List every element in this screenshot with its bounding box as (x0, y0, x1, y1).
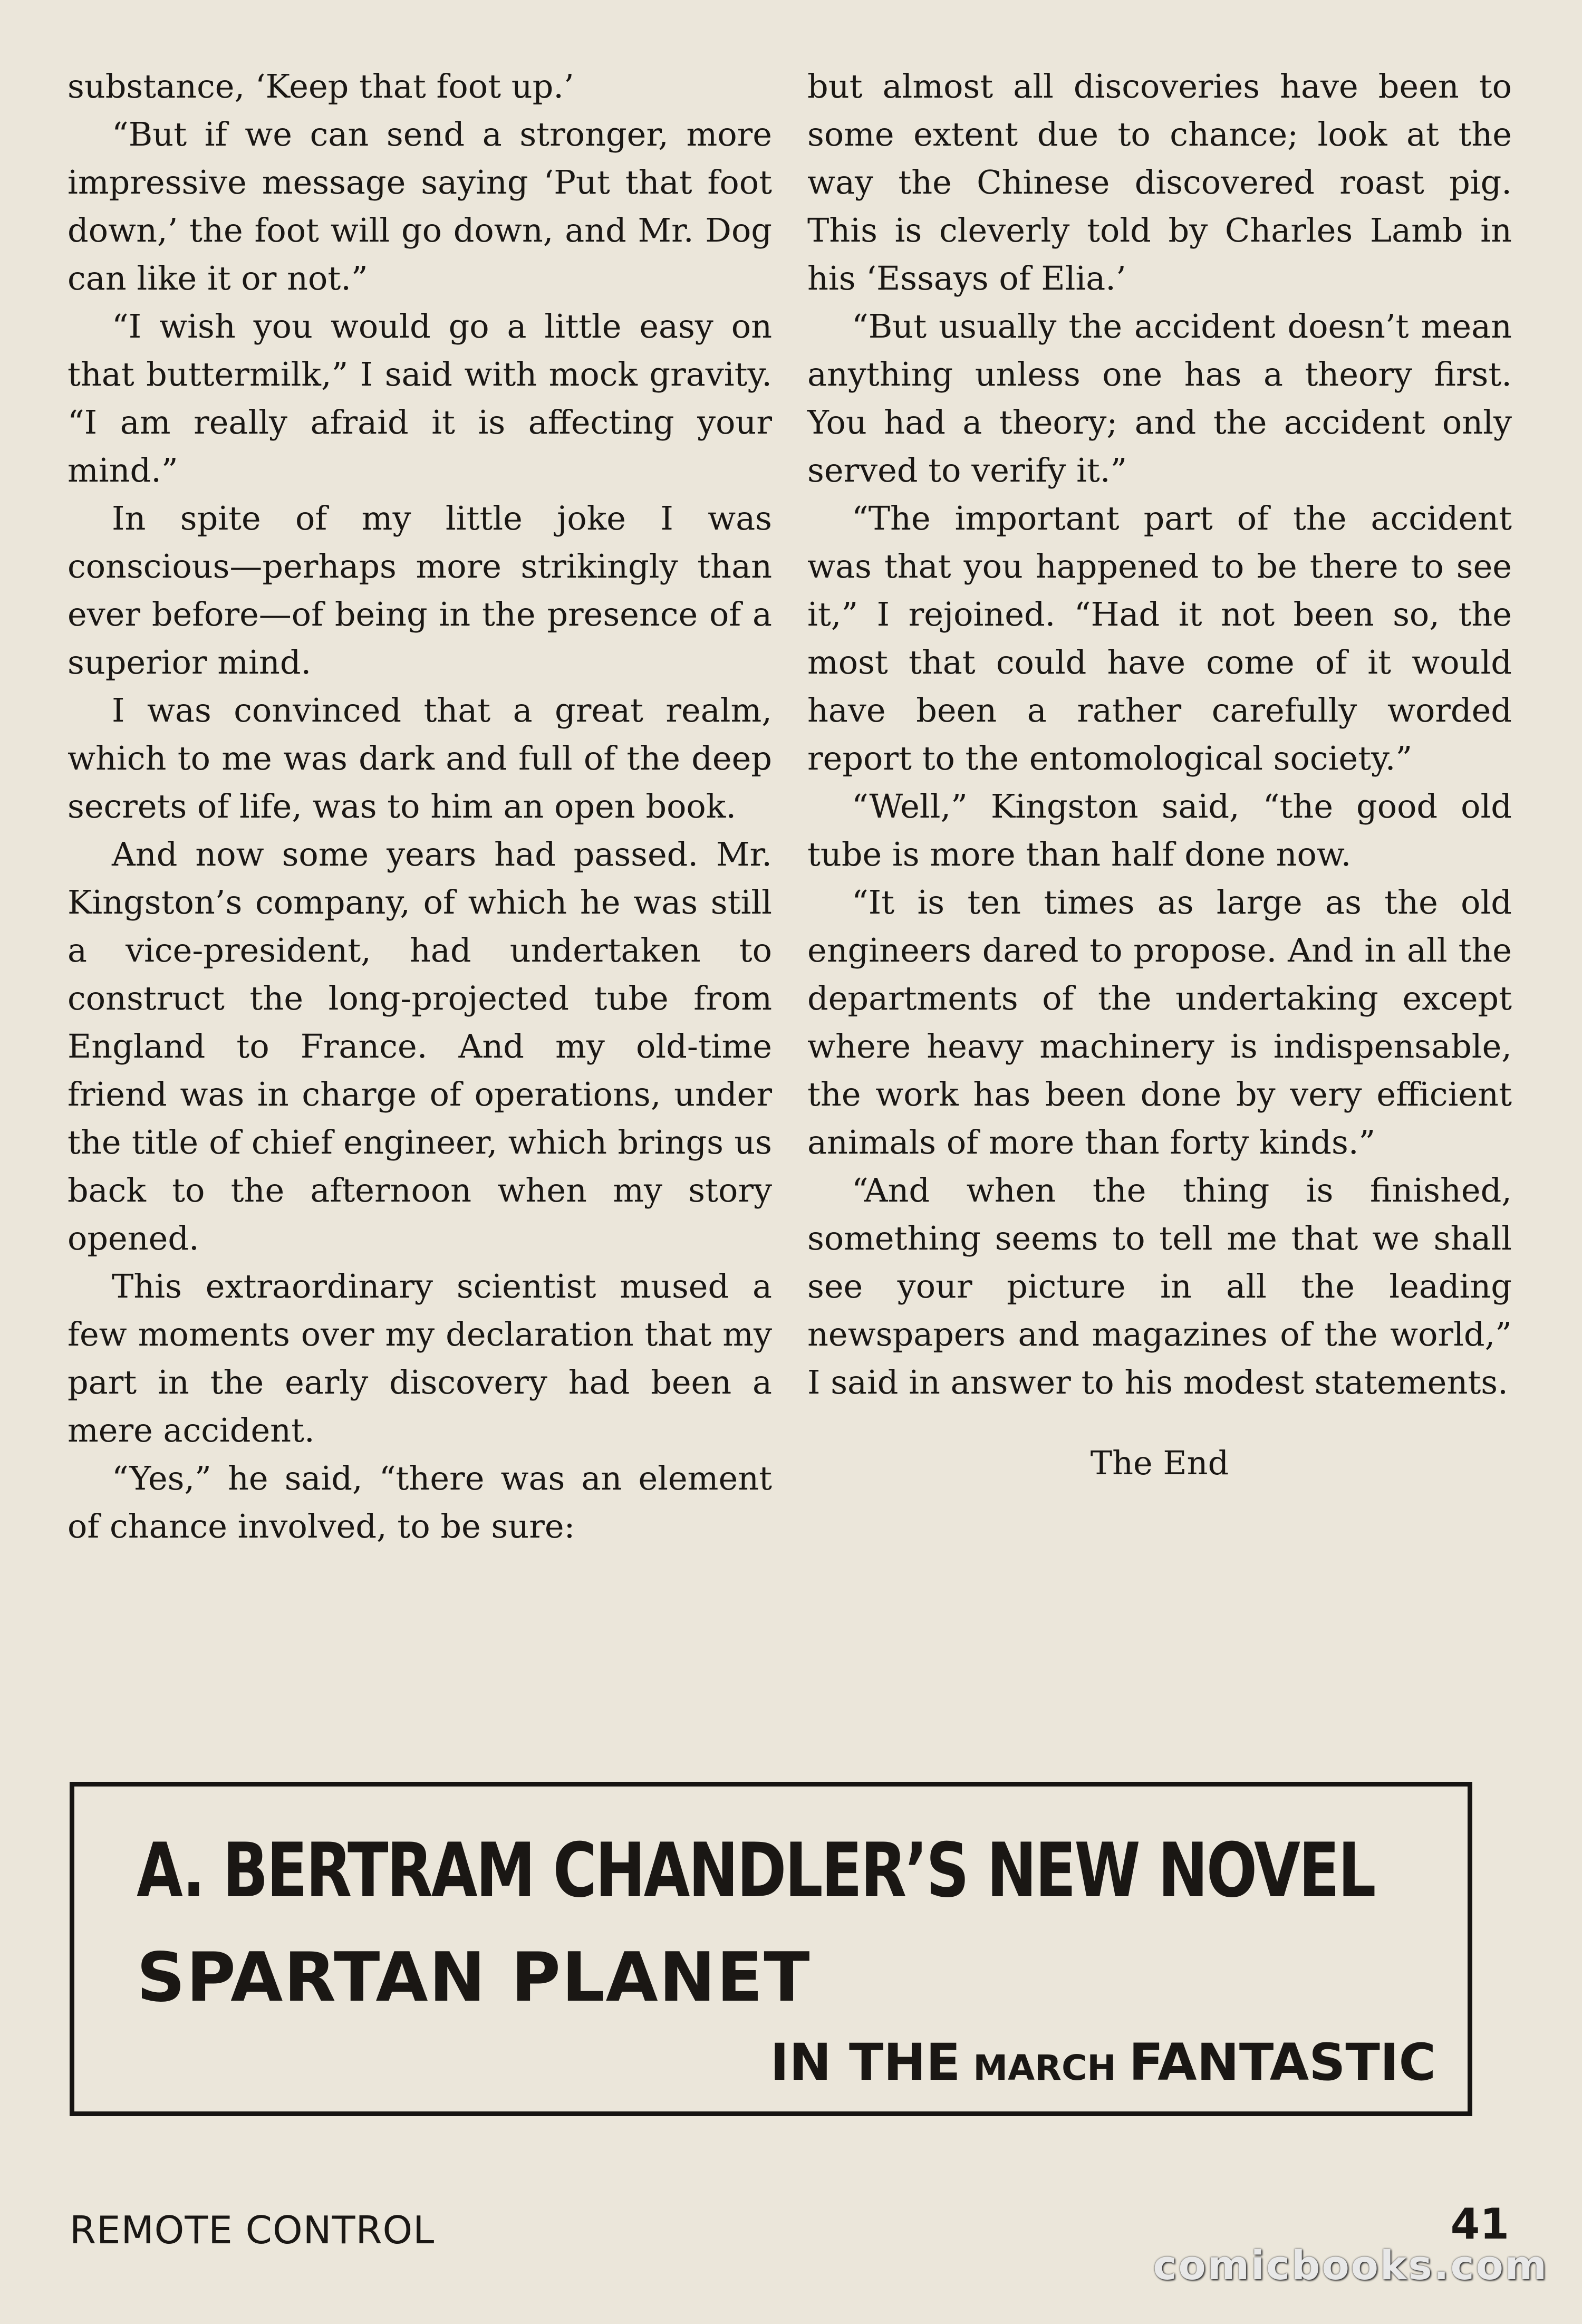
ad-magazine-name: FANTASTIC (1128, 2033, 1436, 2092)
paragraph: “Well,” Kingston said, “the good old tube is more than half done now. (807, 787, 1512, 873)
paragraph: “But if we can send a stronger, more impressive message saying ‘Put that foot down,’ the foot will go down, and Mr. Dog can like it or not.” (67, 115, 772, 297)
novel-advertisement (70, 1782, 1472, 2116)
ad-novel-title: SPARTAN PLANET (137, 1938, 811, 2017)
paragraph: “I wish you would go a little easy on that buttermilk,” I said with mock gravity. “I am really afraid it is affecting your mind.” (67, 307, 772, 489)
paragraph: “The important part of the accident was that you happened to be there to see it,” I rejoined. “Had it not been so, the most that could have come of it would have been a rather carefully worded report to the entomological society.” (807, 499, 1512, 777)
ad-headline: A. BERTRAM CHANDLER’S NEW NOVEL (137, 1827, 1375, 1914)
ad-issue-month: MARCH (973, 2048, 1116, 2088)
paragraph: substance, ‘Keep that foot up.’ (67, 67, 574, 105)
story-column-right (807, 62, 1512, 1487)
site-watermark: comicbooks.com (1153, 2242, 1548, 2289)
paragraph: but almost all discoveries have been to some extent due to chance; look at the way the Chinese discovered roast pig. This is cleverly told by Charles Lamb in his ‘Essays of Elia.’ (807, 67, 1512, 297)
paragraph: This extraordinary scientist mused a few moments over my declaration that my part in the early discovery had been a mere accident. (67, 1267, 772, 1449)
paragraph: In spite of my little joke I was conscious—perhaps more strikingly than ever before—of being in the presence of a superior mind. (67, 499, 772, 681)
paragraph: I was convinced that a great realm, which to me was dark and full of the deep secrets of life, was to him an open book. (67, 691, 772, 825)
ad-issue-line (770, 2033, 1436, 2097)
page-number: 41 (1450, 2200, 1509, 2249)
ad-issue-prefix: IN THE (770, 2033, 961, 2092)
paragraph: “But usually the accident doesn’t mean anything unless one has a theory first. You had a theory; and the accident only served to verify it.” (807, 307, 1512, 489)
story-column-left (67, 62, 772, 1550)
running-title: REMOTE CONTROL (70, 2208, 435, 2252)
paragraph: “Yes,” he said, “there was an element of chance involved, to be sure: (67, 1459, 772, 1545)
paragraph: “And when the thing is finished, something seems to tell me that we shall see your picture in all the leading newspapers and magazines of the world,” I said in answer to his modest statements. (807, 1171, 1512, 1401)
the-end-label: The End (1090, 1444, 1229, 1482)
paragraph: “It is ten times as large as the old engineers dared to propose. And in all the departments of the undertaking except where heavy machinery is indispensable, the work has been done by very efficient animals of more than forty kinds.” (807, 883, 1512, 1161)
paragraph: And now some years had passed. Mr. Kingston’s company, of which he was still a vice-president, had undertaken to construct the long-projected tube from England to France. And my old-time friend was in charge of operations, under the title of chief engineer, which brings us back to the afternoon when my story opened. (67, 835, 772, 1257)
